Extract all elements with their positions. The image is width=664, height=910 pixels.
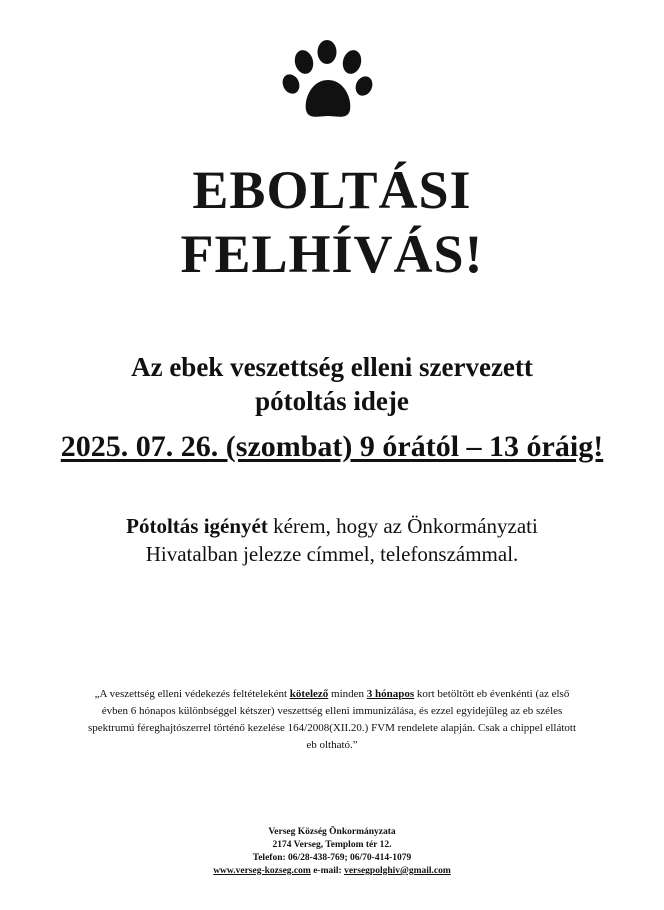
footer — [0, 826, 664, 878]
vaccination-date: 2025. 07. 26. (szombat) 9 órától – 13 óráig! — [60, 430, 604, 463]
title-line-1: EBOLTÁSI — [192, 160, 472, 220]
footer-email-label: e-mail: — [310, 866, 345, 876]
footer-org: Verseg Község Önkormányzata — [268, 827, 396, 837]
footer-contact — [0, 865, 664, 878]
legal-part-3: kort betöltött eb évenkénti (az első évben 6 hónapos különbséggel kétszer) veszettség elleni immunizálása, és ezzel egyidejűleg az eb széles spektrumú féreghajtószerrel történő kezelése 164/2008(XII.20.) FVM rendelete alapján. Csak a chippel ellátott eb oltható.” — [87, 688, 577, 751]
notice-line-1 — [0, 512, 664, 540]
subtitle-line-2: pótoltás ideje — [255, 386, 409, 416]
legal-honapos: 3 hónapos — [366, 688, 415, 700]
footer-address: 2174 Verseg, Templom tér 12. — [272, 840, 392, 850]
paw-print-icon — [282, 40, 378, 126]
legal-part-1: „A veszettség elleni védekezés feltételeként — [94, 688, 290, 700]
notice-line-1-rest: kérem, hogy az Önkormányzati — [267, 514, 538, 538]
legal-kotelezo: kötelező — [289, 688, 329, 700]
footer-website-link[interactable]: www.verseg-kozseg.com — [213, 866, 311, 876]
notice-bold-text: Pótoltás igényét — [126, 514, 268, 538]
legal-part-2: minden — [328, 688, 367, 700]
legal-text — [82, 686, 582, 754]
title-line-2: FELHÍVÁS! — [180, 224, 484, 284]
footer-email-link[interactable]: versegpolghiv@gmail.com — [344, 866, 451, 876]
subtitle-line-1: Az ebek veszettség elleni szervezett — [131, 352, 533, 382]
footer-phone: Telefon: 06/28-438-769; 06/70-414-1079 — [252, 853, 412, 863]
notice-line-2: Hivatalban jelezze címmel, telefonszámmal. — [145, 542, 519, 566]
